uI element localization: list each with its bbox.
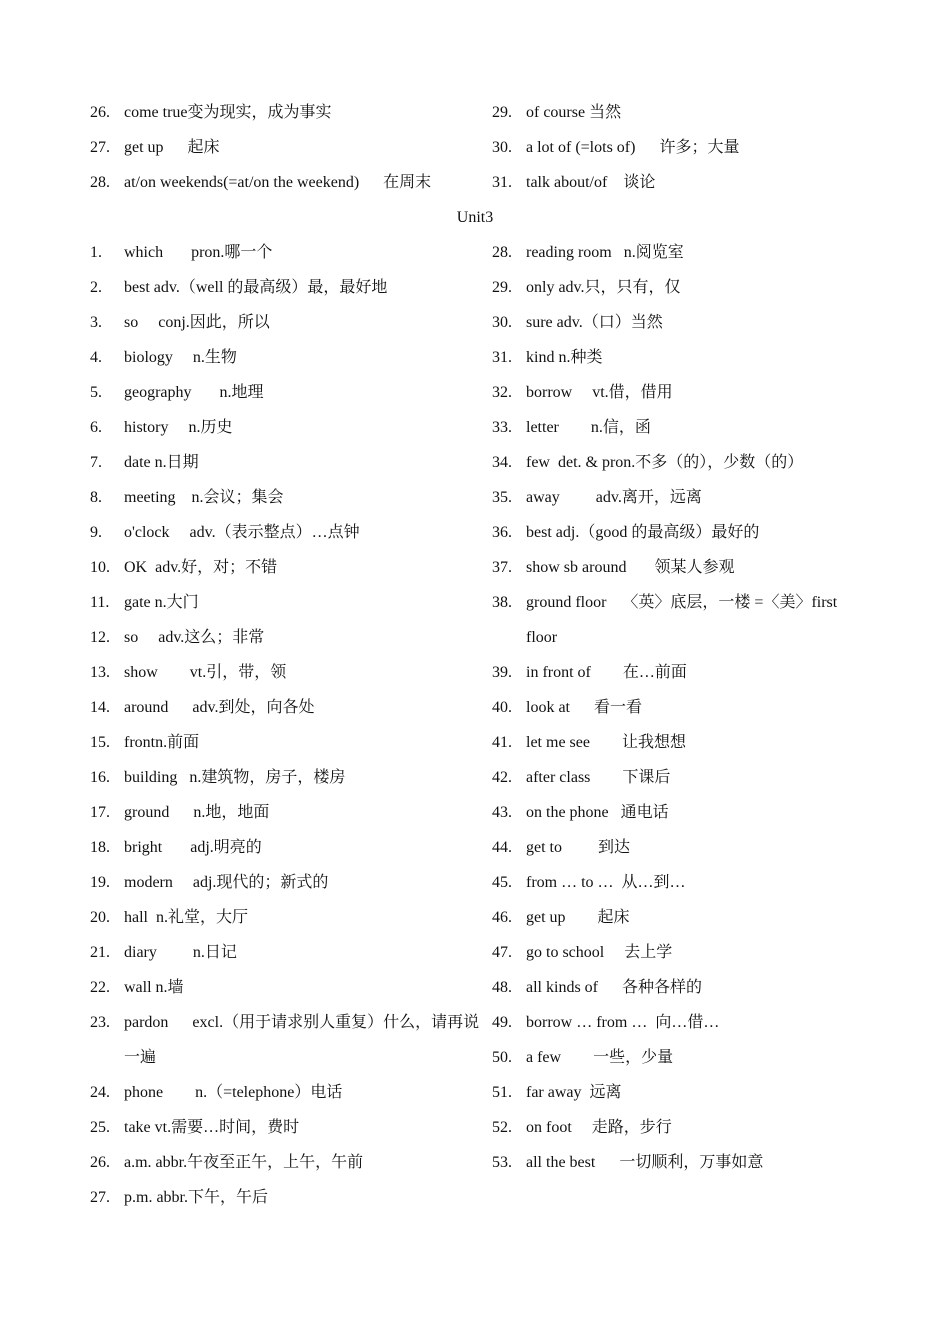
entry-text: so adv.这么；非常: [124, 629, 265, 646]
entry-text: history n.历史: [124, 419, 233, 436]
entry-number: 10.: [90, 559, 110, 576]
entry-number: 49.: [492, 1014, 512, 1031]
entry-number: 25.: [90, 1119, 110, 1136]
entry-text: far away 远离: [526, 1084, 622, 1101]
vocab-entry: [492, 760, 870, 795]
vocab-entry: [492, 130, 870, 165]
vocab-entry: [90, 235, 492, 270]
entry-number: 30.: [492, 314, 512, 331]
vocab-entry: [492, 655, 870, 690]
entry-number: 53.: [492, 1154, 512, 1171]
entry-text: all the best 一切顺利，万事如意: [526, 1154, 764, 1171]
entry-text: in front of 在…前面: [526, 664, 687, 681]
vocab-entry: [492, 515, 870, 550]
entry-text: hall n.礼堂，大厅: [124, 909, 248, 926]
vocab-entry: [492, 305, 870, 340]
entry-text: borrow vt.借，借用: [526, 384, 673, 401]
entry-text: of course 当然: [526, 104, 622, 121]
entry-number: 7.: [90, 454, 102, 471]
entry-number: 13.: [90, 664, 110, 681]
entry-number: 31.: [492, 174, 512, 191]
vocab-entry: [492, 1145, 870, 1180]
unit3-vocabulary: [90, 235, 870, 1215]
entry-number: 41.: [492, 734, 512, 751]
vocab-entry: [492, 340, 870, 375]
vocab-entry: [90, 165, 492, 200]
entry-text: get to 到达: [526, 839, 630, 856]
entry-number: 19.: [90, 874, 110, 891]
vocab-entry: [90, 515, 492, 550]
vocab-entry: [90, 795, 492, 830]
left-column: [90, 235, 492, 1215]
vocab-entry: [90, 970, 492, 1005]
entry-number: 43.: [492, 804, 512, 821]
vocab-entry: [90, 305, 492, 340]
entry-number: 30.: [492, 139, 512, 156]
entry-text: best adj.（good 的最高级）最好的: [526, 524, 760, 541]
entry-text: few det. & pron.不多（的），少数（的）: [526, 454, 804, 471]
vocab-entry: [90, 830, 492, 865]
vocab-entry: [90, 725, 492, 760]
entry-text: around adv.到处，向各处: [124, 699, 315, 716]
entry-text: on foot 走路，步行: [526, 1119, 672, 1136]
vocab-entry: [90, 655, 492, 690]
entry-text: a few 一些，少量: [526, 1049, 674, 1066]
entry-text: frontn.前面: [124, 734, 200, 751]
vocab-entry: [492, 1005, 870, 1040]
entry-number: 8.: [90, 489, 102, 506]
vocab-entry: [90, 1075, 492, 1110]
entry-number: 1.: [90, 244, 102, 261]
entry-number: 34.: [492, 454, 512, 471]
vocab-entry: [90, 130, 492, 165]
entry-text: best adv.（well 的最高级）最，最好地: [124, 279, 388, 296]
entry-number: 29.: [492, 279, 512, 296]
entry-number: 17.: [90, 804, 110, 821]
entry-number: 39.: [492, 664, 512, 681]
entry-number: 2.: [90, 279, 102, 296]
vocab-entry: [492, 830, 870, 865]
vocab-entry: [90, 550, 492, 585]
vocab-entry: [90, 585, 492, 620]
entry-number: 44.: [492, 839, 512, 856]
vocab-entry: [492, 585, 870, 655]
vocab-entry: [90, 480, 492, 515]
vocab-entry: [90, 865, 492, 900]
vocab-entry: [90, 620, 492, 655]
right-column: [492, 235, 870, 1215]
entry-number: 20.: [90, 909, 110, 926]
entry-number: 31.: [492, 349, 512, 366]
entry-text: a.m. abbr.午夜至正午，上午，午前: [124, 1154, 364, 1171]
entry-number: 45.: [492, 874, 512, 891]
entry-number: 12.: [90, 629, 110, 646]
vocab-entry: [492, 445, 870, 480]
entry-number: 52.: [492, 1119, 512, 1136]
entry-number: 11.: [90, 594, 110, 611]
entry-number: 26.: [90, 104, 110, 121]
entry-number: 35.: [492, 489, 512, 506]
vocab-entry: [492, 375, 870, 410]
vocab-entry: [90, 1145, 492, 1180]
entry-number: 5.: [90, 384, 102, 401]
vocab-entry: [90, 760, 492, 795]
vocab-entry: [90, 95, 492, 130]
entry-text: modern adj.现代的；新式的: [124, 874, 329, 891]
entry-number: 46.: [492, 909, 512, 926]
entry-text: go to school 去上学: [526, 944, 673, 961]
entry-text: wall n.墙: [124, 979, 184, 996]
entry-text: talk about/of 谈论: [526, 174, 656, 191]
entry-number: 28.: [90, 174, 110, 191]
vocab-entry: [492, 865, 870, 900]
entry-text: come true变为现实，成为事实: [124, 104, 332, 121]
vocab-entry: [492, 270, 870, 305]
vocab-entry: [90, 1110, 492, 1145]
entry-number: 50.: [492, 1049, 512, 1066]
entry-text: away adv.离开，远离: [526, 489, 702, 506]
entry-text: which pron.哪一个: [124, 244, 273, 261]
entry-text: geography n.地理: [124, 384, 264, 401]
vocab-entry: [90, 900, 492, 935]
entry-text: OK adv.好，对；不错: [124, 559, 278, 576]
entry-number: 27.: [90, 1189, 110, 1206]
vocab-entry: [492, 410, 870, 445]
entry-number: 51.: [492, 1084, 512, 1101]
vocab-entry: [492, 95, 870, 130]
entry-number: 15.: [90, 734, 110, 751]
entry-text: on the phone 通电话: [526, 804, 669, 821]
entry-number: 26.: [90, 1154, 110, 1171]
entry-text: biology n.生物: [124, 349, 237, 366]
entry-number: 29.: [492, 104, 512, 121]
unit-heading: Unit3: [456, 209, 494, 226]
entry-text: ground n.地，地面: [124, 804, 270, 821]
entry-text: show vt.引，带，领: [124, 664, 287, 681]
entry-number: 21.: [90, 944, 110, 961]
entry-number: 47.: [492, 944, 512, 961]
vocab-entry: [90, 445, 492, 480]
vocab-entry: [90, 935, 492, 970]
vocab-entry: [90, 410, 492, 445]
entry-text: ground floor 〈英〉底层，一楼 =〈美〉first floor: [526, 594, 842, 646]
entry-number: 28.: [492, 244, 512, 261]
vocab-entry: [492, 480, 870, 515]
vocab-entry: [492, 935, 870, 970]
vocab-entry: [90, 1180, 492, 1215]
entry-text: take vt.需要…时间，费时: [124, 1119, 300, 1136]
vocab-entry: [492, 550, 870, 585]
entry-number: 33.: [492, 419, 512, 436]
entry-number: 32.: [492, 384, 512, 401]
left-column: [90, 95, 492, 200]
vocab-entry: [492, 1040, 870, 1075]
entry-number: 48.: [492, 979, 512, 996]
entry-number: 23.: [90, 1014, 110, 1031]
vocab-entry: [492, 690, 870, 725]
vocab-entry: [90, 690, 492, 725]
entry-text: pardon excl.（用于请求别人重复）什么，请再说一遍: [124, 1014, 480, 1066]
entry-number: 18.: [90, 839, 110, 856]
entry-text: look at 看一看: [526, 699, 642, 716]
entry-text: after class 下课后: [526, 769, 671, 786]
entry-number: 42.: [492, 769, 512, 786]
entry-text: so conj.因此，所以: [124, 314, 270, 331]
entry-number: 4.: [90, 349, 102, 366]
entry-text: o'clock adv.（表示整点）…点钟: [124, 524, 360, 541]
entry-text: gate n.大门: [124, 594, 199, 611]
entry-text: a lot of (=lots of) 许多；大量: [526, 139, 740, 156]
entry-number: 3.: [90, 314, 102, 331]
entry-text: get up 起床: [124, 139, 220, 156]
entry-text: date n.日期: [124, 454, 199, 471]
entry-text: at/on weekends(=at/on the weekend) 在周末: [124, 174, 432, 191]
vocab-entry: [492, 795, 870, 830]
entry-text: letter n.信，函: [526, 419, 651, 436]
entry-number: 27.: [90, 139, 110, 156]
entry-text: let me see 让我想想: [526, 734, 686, 751]
entry-text: phone n.（=telephone）电话: [124, 1084, 343, 1101]
vocab-entry: [90, 375, 492, 410]
entry-text: p.m. abbr.下午，午后: [124, 1189, 268, 1206]
entry-text: sure adv.（口）当然: [526, 314, 663, 331]
entry-text: meeting n.会议；集会: [124, 489, 284, 506]
vocab-entry: [492, 235, 870, 270]
entry-text: borrow … from … 向…借…: [526, 1014, 720, 1031]
vocab-entry: [492, 165, 870, 200]
vocab-entry: [492, 970, 870, 1005]
vocab-entry: [492, 1110, 870, 1145]
vocab-entry: [492, 900, 870, 935]
vocab-entry: [90, 340, 492, 375]
entry-text: all kinds of 各种各样的: [526, 979, 702, 996]
vocab-entry: [90, 270, 492, 305]
entry-text: from … to … 从…到…: [526, 874, 686, 891]
entry-text: diary n.日记: [124, 944, 237, 961]
right-column: [492, 95, 870, 200]
entry-text: get up 起床: [526, 909, 630, 926]
entry-text: kind n.种类: [526, 349, 603, 366]
vocab-entry: [90, 1005, 492, 1075]
vocab-entry: [492, 725, 870, 760]
entry-text: only adv.只，只有，仅: [526, 279, 681, 296]
entry-number: 37.: [492, 559, 512, 576]
entry-number: 22.: [90, 979, 110, 996]
entry-number: 38.: [492, 594, 512, 611]
entry-text: show sb around 领某人参观: [526, 559, 735, 576]
entry-number: 16.: [90, 769, 110, 786]
entry-number: 9.: [90, 524, 102, 541]
vocab-entry: [492, 1075, 870, 1110]
entry-text: reading room n.阅览室: [526, 244, 684, 261]
entry-text: bright adj.明亮的: [124, 839, 262, 856]
entry-text: building n.建筑物，房子，楼房: [124, 769, 346, 786]
previous-unit-phrases: [90, 95, 870, 200]
entry-number: 36.: [492, 524, 512, 541]
entry-number: 6.: [90, 419, 102, 436]
entry-number: 14.: [90, 699, 110, 716]
entry-number: 24.: [90, 1084, 110, 1101]
entry-number: 40.: [492, 699, 512, 716]
